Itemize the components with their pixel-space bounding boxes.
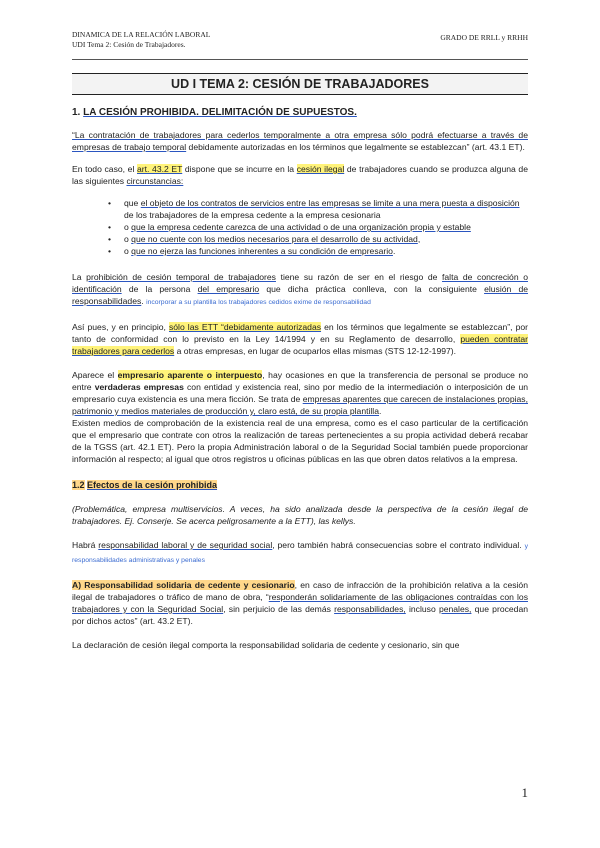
- bullet-icon: •: [108, 198, 112, 208]
- paragraph-responsabilidad: Habrá responsabilidad laboral y de seguridad social, pero también habrá consecuencias sobre el contrato individual. y responsabilidades administrativas y penales: [72, 540, 529, 564]
- bullet-icon: •: [108, 234, 112, 244]
- list-item: • que el objeto de los contratos de servicios entre las empresas se limite a una mera puesta a disposición de los trabajadores de la empresa cedente a la empresa cesionaria: [108, 198, 520, 220]
- header-divider: [72, 59, 528, 60]
- annotation-note: incorporar a su plantilla los trabajadores cedidos exime de responsabilidad: [146, 299, 371, 306]
- section-1-2-heading: 1.2 Efectos de la cesión prohibida: [72, 480, 218, 490]
- paragraph-prohibition-reason: La prohibición de cesión temporal de trabajadores tiene su razón de ser en el riesgo de falta de concreción o identificación de la persona del empresario que dicha práctica conlleva, con la consiguiente elusión de responsabilidades. incorporar a su plantilla los trabajadores cedidos exime de responsabilidad: [72, 272, 529, 306]
- paragraph-declaracion: La declaración de cesión ilegal comporta la responsabilidad solidaria de cedente y cesionario, sin que: [72, 640, 460, 650]
- list-item: • o que no ejerza las funciones inherentes a su condición de empresario.: [108, 246, 396, 256]
- annotation-note: y responsabilidades administrativas y penales: [72, 543, 529, 564]
- header-left: [72, 30, 210, 50]
- paragraph-empresario-aparente: Aparece el empresario aparente o interpuesto, hay ocasiones en que la transferencia de personal se produce no entre verdaderas empresas con entidad y existencia real, sino por medio de la intermediación o interposición de un empresario cuya existencia es una mera ficción. Se trata de empresas aparentes que carecen de instalaciones propias, patrimonio y medios materiales de producción y, claro está, de su propia plantilla.: [72, 370, 529, 416]
- paragraph-medios-comprobacion: Existen medios de comprobación de la existencia real de una empresa, como es el caso particular de la certificación que el empresario que contrate con otros la realización de tareas pertenecientes a su propia actividad deberá recabar de la TGSS (art. 42.1 ET). Pero la propia Administración laboral o de la Seguridad Social también puede proporcionar información al respecto; al igual que otros registros u oficinas públicas en las que obren datos relativos a la empresa.: [72, 418, 528, 464]
- paragraph-ett: Así pues, y en principio, sólo las ETT “debidamente autorizadas en los términos que legalmente se establezcan”, por tanto de conformidad con lo previsto en la Ley 14/1994 y en su Reglamento de desarrollo, pueden contratar trabajadores para cederlos a otras empresas, en lugar de ocuparlos ellas mismas (STS 12-12-1997).: [72, 322, 529, 356]
- circumstances-list: [72, 197, 528, 257]
- paragraph-art-43-1: “La contratación de trabajadores para cederlos temporalmente a otra empresa sólo podrá efectuarse a través de empresas de trabajo temporal debidamente autorizadas en los términos que legalmente se establezcan” (art. 43.1 ET).: [72, 130, 528, 152]
- paragraph-responsabilidad-solidaria: A) Responsabilidad solidaria de cedente y cesionario, en caso de infracción de la prohibición relativa a la cesión ilegal de trabajadores o tráfico de mano de obra, “responderán solidariamente de las obligaciones contraídas con los trabajadores y con la Seguridad Social, sin perjuicio de las demás responsabilidades, incluso penales, que procedan por dichos actos” (art. 43.2 ET).: [72, 580, 529, 626]
- paragraph-problematica: (Problemática, empresa multiservicios. A veces, ha sido analizada desde la perspectiva de la cesión ilegal de trabajadores. Ej. Conserje. Se acerca peligrosamente a la ETT), las kellys.: [72, 504, 528, 526]
- page-title: UD I TEMA 2: CESIÓN DE TRABAJADORES: [72, 73, 528, 95]
- section-1: [72, 107, 528, 651]
- section-1-heading: 1. LA CESIÓN PROHIBIDA. DELIMITACIÓN DE SUPUESTOS.: [72, 107, 357, 118]
- bullet-icon: •: [108, 246, 112, 256]
- bullet-icon: •: [108, 222, 112, 232]
- list-item: • o que la empresa cedente carezca de una actividad o de una organización propia y estable: [108, 222, 471, 232]
- header-unit: UDI Tema 2: Cesión de Trabajadores.: [72, 40, 186, 49]
- page-number: 1: [521, 785, 528, 800]
- header-degree: GRADO DE RRLL y RRHH: [440, 33, 528, 42]
- header-subject: DINAMICA DE LA RELACIÓN LABORAL: [72, 30, 211, 39]
- list-item: • o que no cuente con los medios necesarios para el desarrollo de su actividad,: [108, 234, 421, 244]
- paragraph-art-43-2: En todo caso, el art. 43.2 ET dispone que se incurre en la cesión ilegal de trabajadores cuando se produzca alguna de las siguientes circunstancias:: [72, 164, 528, 186]
